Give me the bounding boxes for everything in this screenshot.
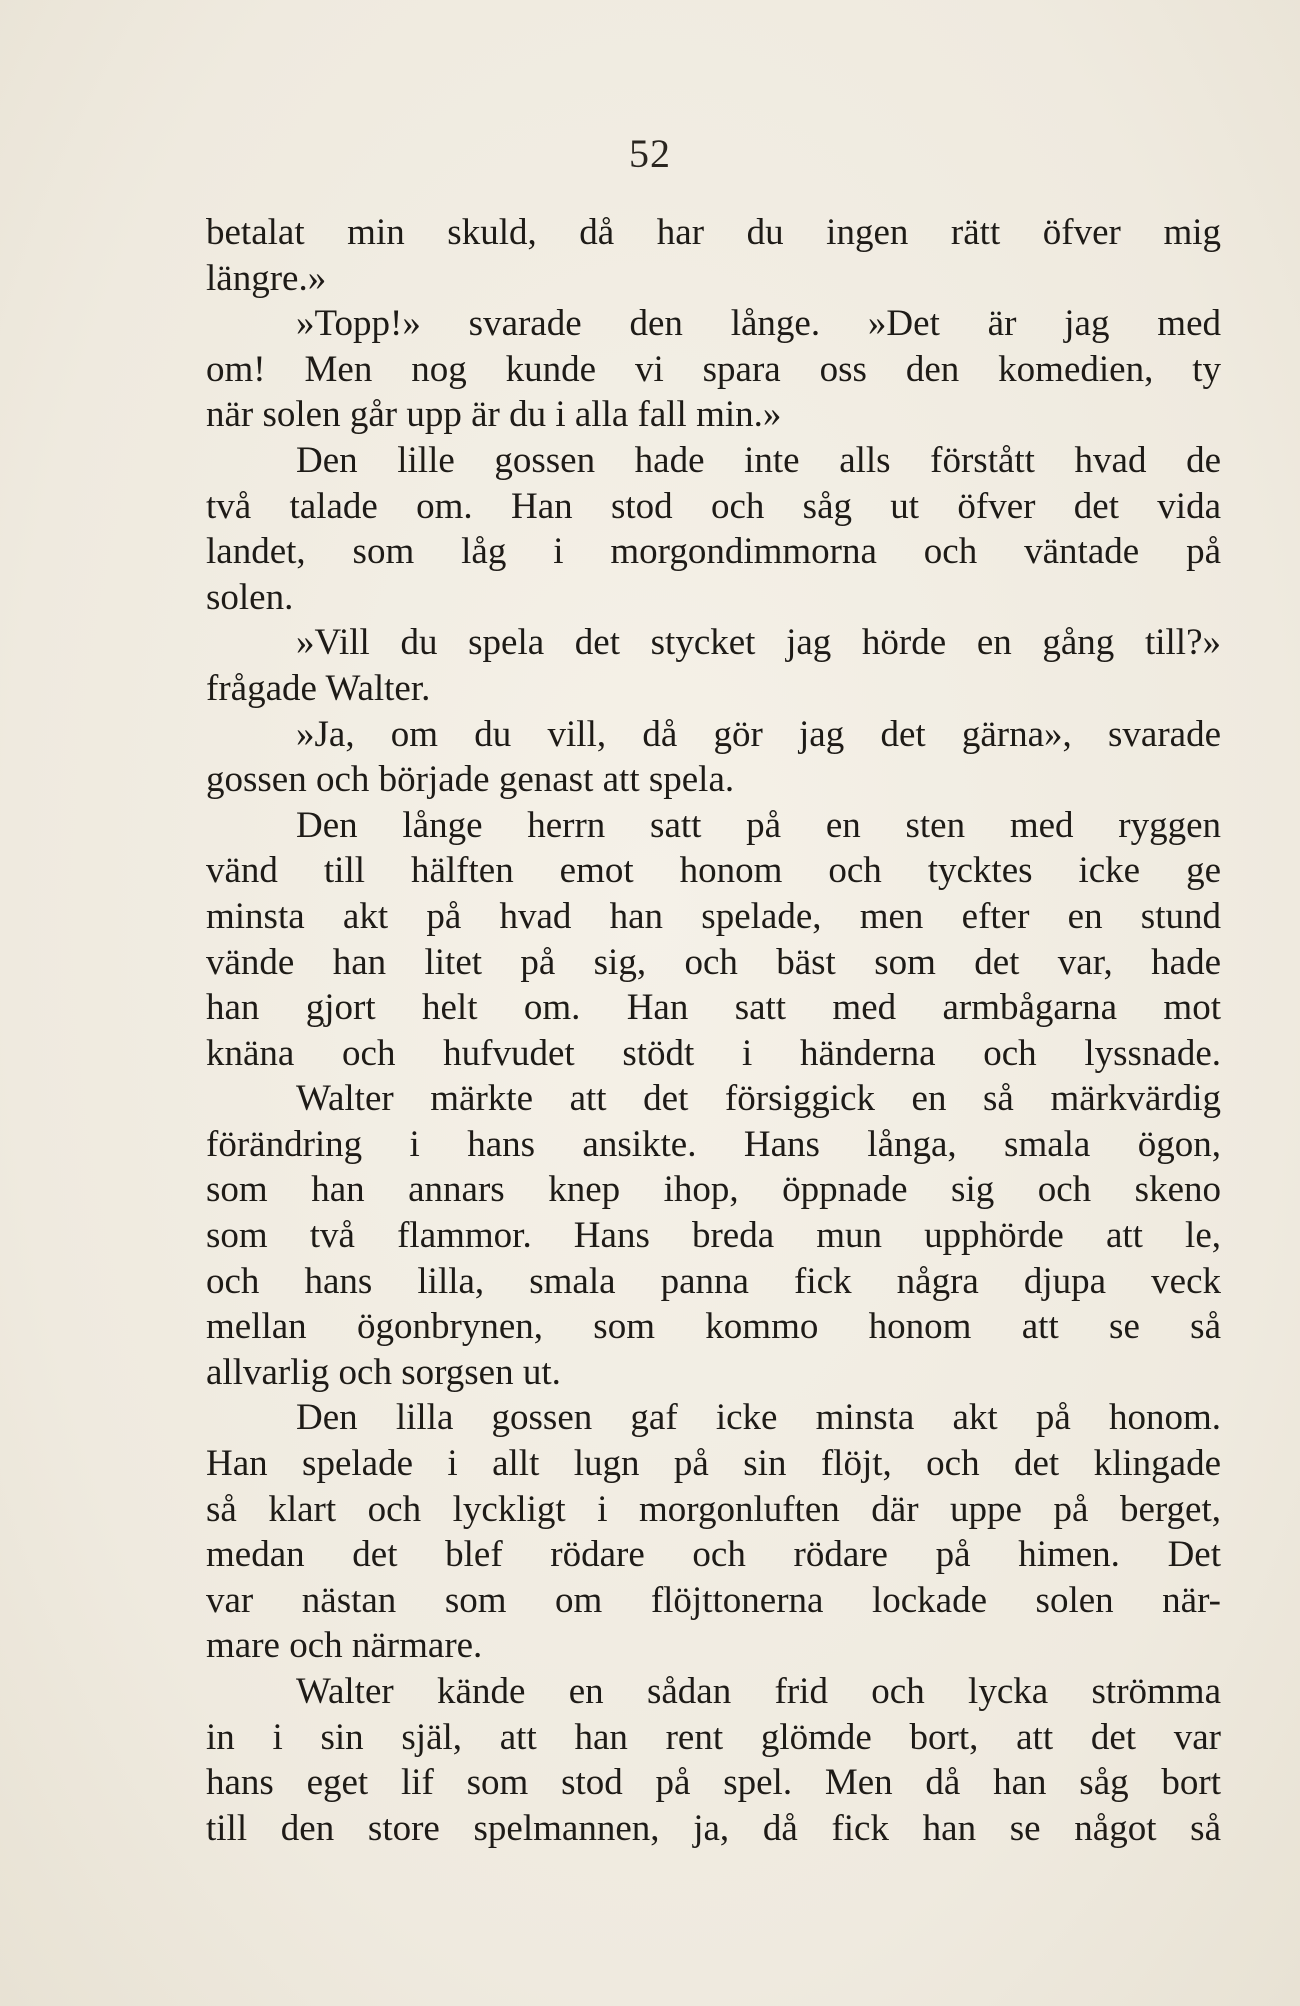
text-line: Den långe herrn satt på en sten med ryggen [296, 804, 1221, 846]
text-line: var nästan som om flöjttonerna lockade solen när- [206, 1579, 1221, 1621]
text-line: medan det blef rödare och rödare på himen. Det [206, 1534, 1221, 1576]
text-line: två talade om. Han stod och såg ut öfver det vida [206, 485, 1221, 527]
text-line: knäna och hufvudet stödt i händerna och lyssnade. [206, 1032, 1221, 1074]
text-line: minsta akt på hvad han spelade, men efter en stund [206, 895, 1221, 937]
body-text [206, 210, 1221, 1851]
text-line: hans eget lif som stod på spel. Men då han såg bort [206, 1762, 1221, 1804]
text-line: »Topp!» svarade den långe. »Det är jag med [296, 303, 1221, 345]
text-line: »Vill du spela det stycket jag hörde en gång till?» [296, 622, 1221, 664]
text-line: Walter märkte att det försiggick en så märkvärdig [296, 1078, 1221, 1120]
text-line: förändring i hans ansikte. Hans långa, smala ögon, [206, 1123, 1221, 1165]
text-line: Han spelade i allt lugn på sin flöjt, och det klingade [206, 1443, 1221, 1485]
text-line: när solen går upp är du i alla fall min.» [206, 394, 782, 436]
text-line: som han annars knep ihop, öppnade sig och skeno [206, 1169, 1221, 1211]
text-line: han gjort helt om. Han satt med armbågarna mot [206, 987, 1221, 1029]
text-line: Walter kände en sådan frid och lycka strömma [296, 1671, 1221, 1712]
text-line: Den lille gossen hade inte alls förstått hvad de [296, 439, 1221, 481]
text-line: till den store spelmannen, ja, då fick han se något så [206, 1807, 1221, 1849]
text-line: gossen och började genast att spela. [206, 759, 735, 801]
text-line: solen. [206, 576, 294, 618]
text-line: och hans lilla, smala panna fick några djupa veck [206, 1260, 1221, 1302]
text-line: in i sin själ, att han rent glömde bort, att det var [206, 1716, 1221, 1758]
text-line: längre.» [206, 257, 327, 299]
page-number: 52 [629, 131, 671, 176]
text-line: Den lilla gossen gaf icke minsta akt på honom. [296, 1397, 1221, 1439]
text-line: som två flammor. Hans breda mun upphörde att le, [206, 1215, 1221, 1257]
text-line: vänd till hälften emot honom och tycktes icke ge [206, 850, 1221, 892]
text-line: mare och närmare. [206, 1625, 483, 1667]
text-line: vände han litet på sig, och bäst som det var, hade [206, 941, 1221, 983]
text-line: allvarlig och sorgsen ut. [206, 1351, 561, 1393]
text-line: om! Men nog kunde vi spara oss den komedien, ty [206, 348, 1221, 390]
text-line: frågade Walter. [206, 667, 431, 709]
text-line: betalat min skuld, då har du ingen rätt öfver mig [206, 212, 1221, 253]
text-line: mellan ögonbrynen, som kommo honom att se så [206, 1306, 1221, 1348]
text-line: så klart och lyckligt i morgonluften där uppe på berget, [206, 1488, 1221, 1530]
text-line: landet, som låg i morgondimmorna och väntade på [206, 531, 1221, 573]
text-line: »Ja, om du vill, då gör jag det gärna», svarade [296, 713, 1221, 755]
